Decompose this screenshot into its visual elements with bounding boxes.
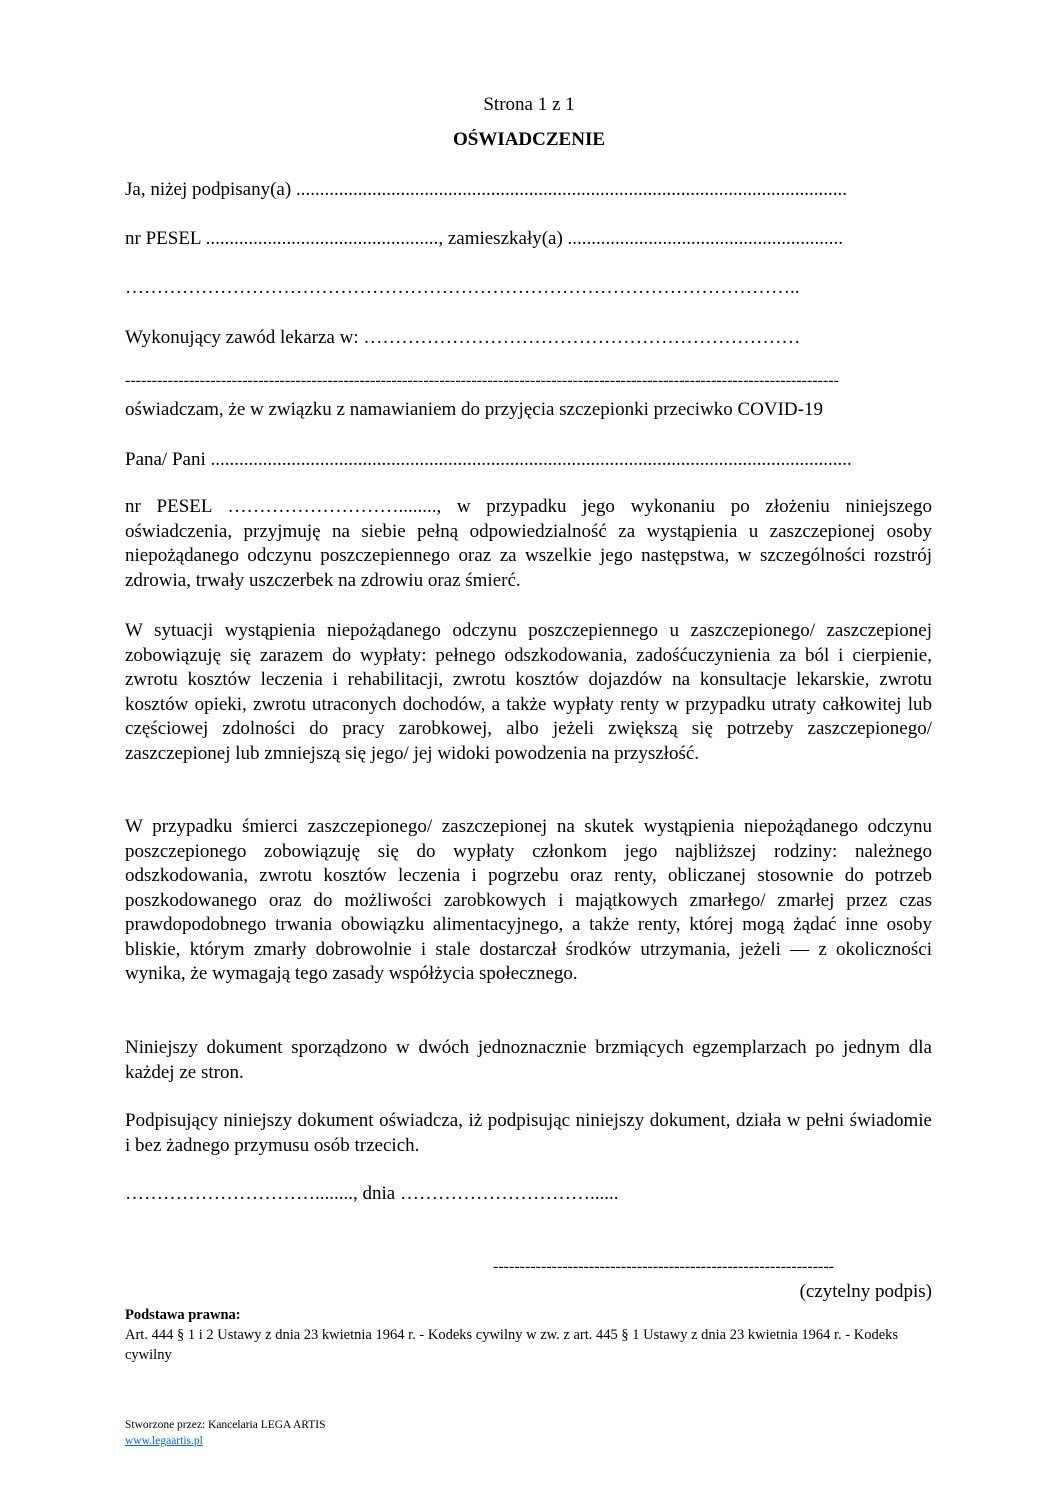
signature-field-line[interactable]: ---------------------------------------------------------------- bbox=[493, 1258, 834, 1275]
created-by-text: Stworzone przez: Kancelaria LEGA ARTIS bbox=[125, 1419, 326, 1431]
pesel-address-field-line[interactable]: nr PESEL ................................................., zamieszkały(a) .......................................................... bbox=[125, 228, 844, 249]
paragraph-death-compensation: W przypadku śmierci zaszczepionego/ zaszczepionej na skutek wystąpienia niepożądanego odczynu poszczepionego zobowiązuję się do wypłaty członkom jego najbliższej rodziny: należnego odszkodowania, zwrotu kosztów leczenia i pogrzebu oraz renty, obliczanej stosownie do potrzeb poszkodowanego oraz do możliwości zarobkowych i majątkowych zmarłego/ zmarłej przez czas prawdopodobnego trwania obowiązku alimentacyjnego, a także renty, której mogą żądać inne osoby bliskie, którym zmarły dobrowolnie i stale dostarczał środków utrzymania, jeżeli — z okoliczności wynika, że wymagają tego zasady współżycia społecznego. bbox=[125, 816, 932, 984]
website-link[interactable]: www.legaartis.pl bbox=[125, 1435, 203, 1447]
document-title: OŚWIADCZENIE bbox=[452, 129, 606, 150]
paragraph-compensation: W sytuacji wystąpienia niepożądanego odczynu poszczepiennego u zaszczepionego/ zaszczepionej zobowiązuję się zarazem do wypłaty: pełnego odszkodowania, zadośćuczynienia za ból i cierpienie, zwrotu kosztów leczenia i rehabilitacji, zwrotu kosztów dojazdów na konsultacje lekarskie, zwrotu kosztów opieki, zwrotu utraconych dochodów, a także wypłaty renty w przypadku utraty całkowitej lub częściowej zdolności do pracy zarobkowej, albo jeżeli zwiększą się potrzeby zaszczepionego/ zaszczepionej lub zmniejszą się jego/ jej widoki powodzenia na przyszłość. bbox=[125, 620, 932, 764]
signature-caption: (czytelny podpis) bbox=[799, 1281, 932, 1302]
name-field-line[interactable]: Ja, niżej podpisany(a) .................................................................................................................... bbox=[125, 179, 847, 200]
declaration-line: oświadczam, że w związku z namawianiem do przyjęcia szczepionki przeciwko COVID-19 bbox=[125, 399, 823, 420]
profession-field-line[interactable]: Wykonujący zawód lekarza w: …………………………………………………………… bbox=[125, 327, 801, 348]
paragraph-copies: Niniejszy dokument sporządzono w dwóch jednoznacznie brzmiących egzemplarzach po jednym dla każdej ze stron. bbox=[125, 1037, 932, 1083]
paragraph-responsibility: nr PESEL ………………………........, w przypadku jego wykonaniu po złożeniu niniejszego oświadczenia, przyjmuję na siebie pełną odpowiedzialność za wystąpienia u zaszczepionej osoby niepożądanego odczynu poszczepiennego oraz za wszelkie jego następstwa, w szczególności rozstrój zdrowia, trwały uszczerbek na zdrowiu oraz śmierć. bbox=[125, 496, 932, 591]
place-date-field-line[interactable]: …………………………........, dnia …………………………...... bbox=[125, 1183, 619, 1204]
legal-basis-heading: Podstawa prawna: bbox=[125, 1307, 241, 1323]
separator-line: -------------------------------------------------------------------------------------------------------------------------------------- bbox=[125, 372, 839, 389]
page-indicator: Strona 1 z 1 bbox=[483, 94, 575, 115]
paragraph-consent: Podpisujący niniejszy dokument oświadcza, iż podpisując niniejszy dokument, działa w pełni świadomie i bez żadnego przymusu osób trzecich. bbox=[125, 1110, 932, 1156]
address-continuation-field-line[interactable]: …………………………………………………………………………………………….. bbox=[125, 277, 800, 298]
patient-field-line[interactable]: Pana/ Pani ....................................................................................................................................... bbox=[125, 449, 852, 470]
legal-basis-text: Art. 444 § 1 i 2 Ustawy z dnia 23 kwietnia 1964 r. - Kodeks cywilny w zw. z art. 445 § 1 Ustawy z dnia 23 kwietnia 1964 r. - Kodeks cywilny bbox=[125, 1327, 899, 1363]
